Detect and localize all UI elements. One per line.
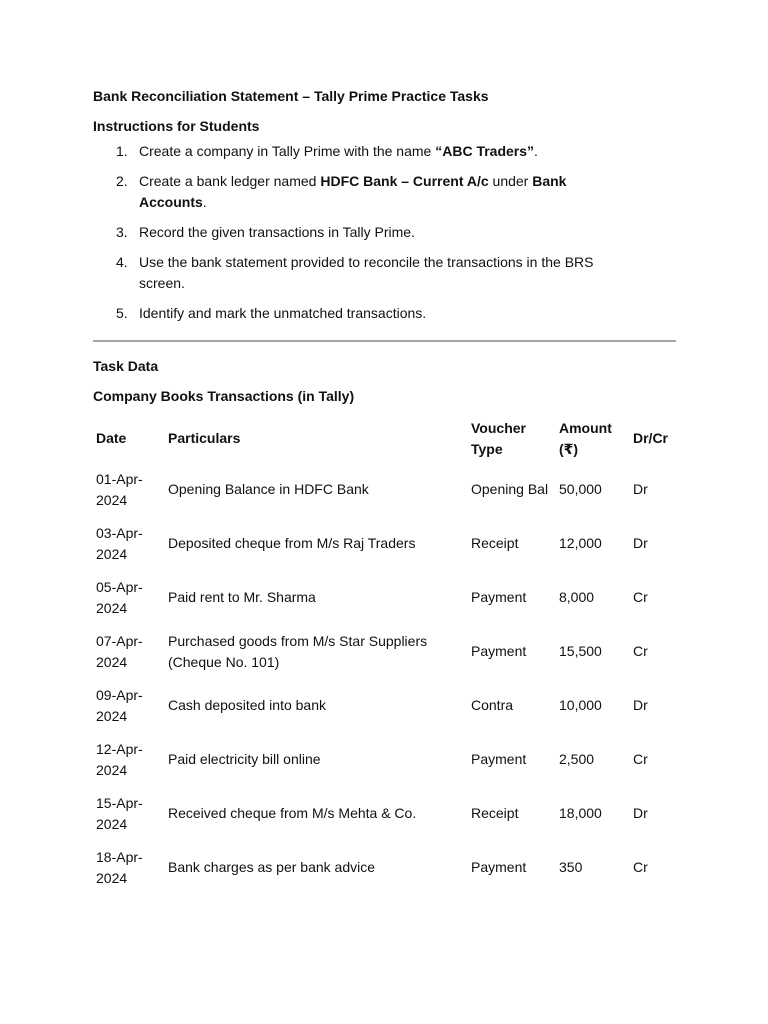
- instruction-number: 5.: [116, 305, 128, 321]
- particulars-cell: Cash deposited into bank: [168, 697, 326, 714]
- voucher-type-cell: Payment: [471, 589, 527, 606]
- date-cell: 09-Apr-2024: [96, 687, 143, 724]
- voucher-type-cell: Opening Bal: [471, 481, 549, 498]
- instructions-heading: Instructions for Students: [93, 118, 260, 134]
- particulars-cell: Purchased goods from M/s Star Suppliers (Cheque No. 101): [168, 633, 428, 670]
- instruction-text: Identify and mark the unmatched transactions.: [139, 305, 427, 321]
- date-cell: 18-Apr-2024: [96, 849, 143, 886]
- task-data-heading: Task Data: [93, 358, 159, 374]
- table-body: [93, 465, 676, 897]
- instruction-number: 3.: [116, 224, 128, 240]
- instruction-text: Create a bank ledger named: [139, 173, 321, 189]
- column-header: Dr/Cr: [633, 430, 669, 447]
- voucher-type-cell: Payment: [471, 643, 527, 660]
- amount-cell: 10,000: [559, 697, 602, 714]
- table-row: [93, 465, 676, 519]
- voucher-type-cell: Receipt: [471, 805, 519, 822]
- table-heading: Company Books Transactions (in Tally): [93, 388, 355, 404]
- date-cell: 15-Apr-2024: [96, 795, 143, 832]
- instruction-text: Record the given transactions in Tally Prime.: [139, 224, 415, 240]
- dr-cr-cell: Cr: [633, 589, 648, 606]
- dr-cr-cell: Dr: [633, 535, 648, 552]
- instruction-text: .: [534, 143, 538, 159]
- instruction-text: under: [488, 173, 533, 189]
- dr-cr-cell: Dr: [633, 481, 648, 498]
- instruction-emphasis: Bank Accounts: [139, 173, 567, 210]
- amount-cell: 8,000: [559, 589, 595, 606]
- instruction-text: Create a company in Tally Prime with the name: [139, 143, 436, 159]
- instruction-text: .: [202, 194, 207, 210]
- column-header: Particulars: [168, 430, 241, 447]
- instruction-item: [116, 303, 676, 324]
- date-cell: 12-Apr-2024: [96, 741, 143, 778]
- instruction-item: [116, 252, 676, 294]
- table-row: [93, 843, 676, 897]
- document-title: Bank Reconciliation Statement – Tally Prime Practice Tasks: [93, 88, 489, 104]
- instruction-emphasis: “ABC Traders”: [435, 143, 535, 159]
- particulars-cell: Paid rent to Mr. Sharma: [168, 589, 316, 606]
- instruction-item: [116, 141, 676, 162]
- instruction-number: 2.: [116, 173, 128, 189]
- amount-cell: 12,000: [559, 535, 602, 552]
- particulars-cell: Opening Balance in HDFC Bank: [168, 481, 369, 498]
- instruction-item: [116, 171, 676, 213]
- amount-cell: 50,000: [559, 481, 602, 498]
- horizontal-divider: [93, 340, 676, 342]
- column-header: Amount (₹): [559, 420, 612, 457]
- voucher-type-cell: Payment: [471, 751, 527, 768]
- table-row: [93, 681, 676, 735]
- table-row: [93, 789, 676, 843]
- dr-cr-cell: Cr: [633, 643, 648, 660]
- dr-cr-cell: Dr: [633, 697, 648, 714]
- voucher-type-cell: Contra: [471, 697, 514, 714]
- transactions-table: [93, 415, 676, 897]
- dr-cr-cell: Dr: [633, 805, 648, 822]
- document-content: [93, 86, 676, 897]
- date-cell: 05-Apr-2024: [96, 579, 143, 616]
- particulars-cell: Deposited cheque from M/s Raj Traders: [168, 535, 416, 552]
- dr-cr-cell: Cr: [633, 751, 648, 768]
- amount-cell: 18,000: [559, 805, 602, 822]
- instruction-number: 1.: [116, 143, 128, 159]
- particulars-cell: Paid electricity bill online: [168, 751, 321, 768]
- table-row: [93, 573, 676, 627]
- dr-cr-cell: Cr: [633, 859, 648, 876]
- voucher-type-cell: Receipt: [471, 535, 519, 552]
- column-header: Date: [96, 430, 127, 447]
- date-cell: 03-Apr-2024: [96, 525, 143, 562]
- table-row: [93, 519, 676, 573]
- table-row: [93, 627, 676, 681]
- table-header-row: [93, 415, 676, 465]
- instruction-emphasis: HDFC Bank – Current A/c: [320, 173, 489, 189]
- amount-cell: 2,500: [559, 751, 595, 768]
- date-cell: 07-Apr-2024: [96, 633, 143, 670]
- voucher-type-cell: Payment: [471, 859, 527, 876]
- instruction-text: Use the bank statement provided to reconcile the transactions in the BRS screen.: [139, 254, 594, 291]
- amount-cell: 15,500: [559, 643, 602, 660]
- particulars-cell: Bank charges as per bank advice: [168, 859, 376, 876]
- amount-cell: 350: [559, 859, 583, 876]
- date-cell: 01-Apr-2024: [96, 471, 143, 508]
- instruction-item: [116, 222, 676, 243]
- instructions-list: [93, 141, 676, 324]
- column-header: Voucher Type: [471, 420, 526, 457]
- table-row: [93, 735, 676, 789]
- instruction-number: 4.: [116, 254, 128, 270]
- particulars-cell: Received cheque from M/s Mehta & Co.: [168, 805, 417, 822]
